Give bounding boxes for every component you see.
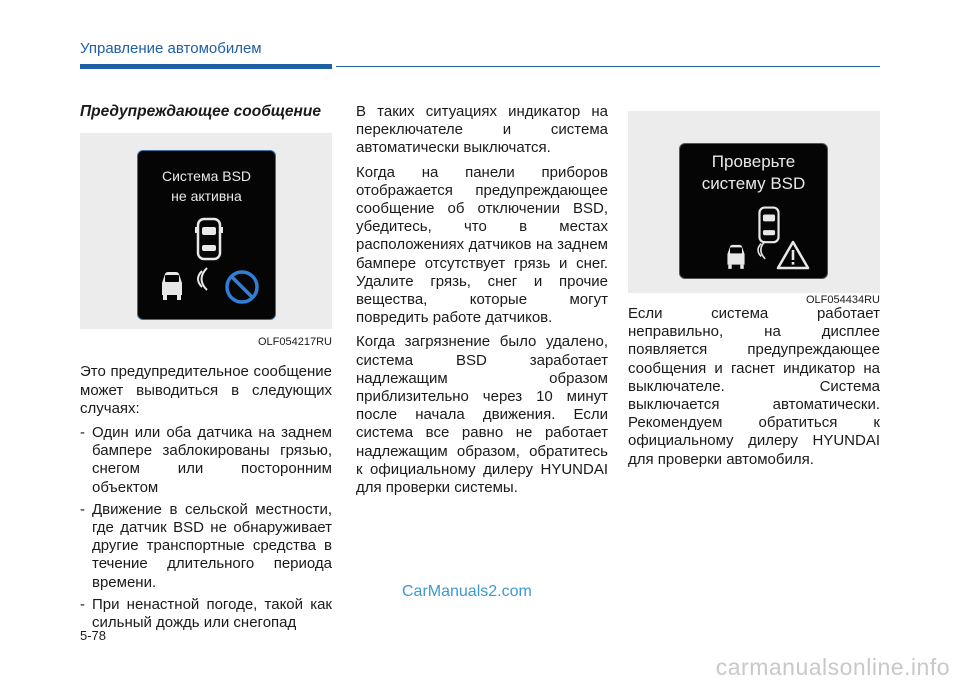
list-item-text: Движение в сельской местности, где датчик BSD не обнаруживает другие транспортные средства в течение длительного периода времени.: [92, 500, 332, 591]
header-bar-thick: [80, 64, 332, 69]
figure-bsd-inactive: [80, 133, 332, 329]
paragraph: Это предупредительное сообщение может выводиться в следующих случаях:: [80, 363, 332, 417]
watermark: CarManuals2.com: [402, 583, 532, 600]
list-item: [80, 596, 332, 632]
sensor-waves-icon: [750, 240, 766, 260]
paragraph: Когда на панели приборов отображается предупреждающее сообщение об отключении BSD, убедитесь, что в местах расположениях датчиков на заднем бампере отсутствует грязь и снег. Удалите грязь, снег и прочие вещества, которые могут повредить работе датчиков.: [356, 163, 608, 327]
column-3: [628, 305, 880, 475]
list-dash: -: [80, 424, 85, 442]
condition-list: [80, 424, 332, 632]
display-text-line2: не активна: [171, 188, 242, 205]
cluster-display: [137, 150, 276, 320]
list-dash: -: [80, 595, 85, 613]
display-text-line2: систему BSD: [701, 174, 806, 193]
sensor-waves-icon: [188, 267, 208, 291]
figure-code: OLF054434RU: [806, 294, 880, 306]
column-2: [356, 103, 608, 503]
list-item-text: При ненастной погоде, такой как сильный дождь или снегопад: [92, 595, 332, 632]
warning-triangle-icon: [776, 240, 810, 270]
paragraph: В таких ситуациях индикатор на переключателе и система автоматически выключатся.: [356, 103, 608, 157]
cluster-display: [679, 143, 828, 279]
paragraph: Если система работает неправильно, на дисплее появляется предупреждающее сообщения и гаснет индикатор на выключателе. Система выключается автоматически. Рекомендуем обратиться к официальному дилеру HYUNDAI для проверки автомобиля.: [628, 305, 880, 468]
section-header: Управление автомобилем: [80, 40, 262, 57]
list-item: [80, 501, 332, 592]
paragraph: Когда загрязнение было удалено, система BSD заработает надлежащим образом приблизительно через 10 минут после начала движения. Если система все равно не работает надлежащим образом, обратитесь к официальному дилеру HYUNDAI для проверки системы.: [356, 333, 608, 497]
display-text-line1: Проверьте: [711, 152, 796, 171]
list-dash: -: [80, 500, 85, 518]
prohibited-icon: [224, 269, 260, 305]
car-rear-icon: [158, 269, 186, 301]
column-1: [80, 103, 332, 636]
section-title: Предупреждающее сообщение: [80, 103, 321, 120]
header-bar-thin: [336, 66, 880, 67]
figure-check-bsd: [628, 111, 880, 293]
page-number: 5-78: [80, 628, 107, 643]
figure-code: OLF054217RU: [258, 336, 332, 349]
list-item: [80, 424, 332, 497]
car-rear-icon: [724, 242, 748, 270]
car-front-icon: [194, 213, 224, 263]
site-watermark: carmanualsonline.info: [715, 654, 950, 680]
display-text-line1: Система BSD: [161, 168, 252, 185]
list-item-text: Один или оба датчика на заднем бампере заблокированы грязью, снегом или посторонним объектом: [92, 424, 332, 496]
